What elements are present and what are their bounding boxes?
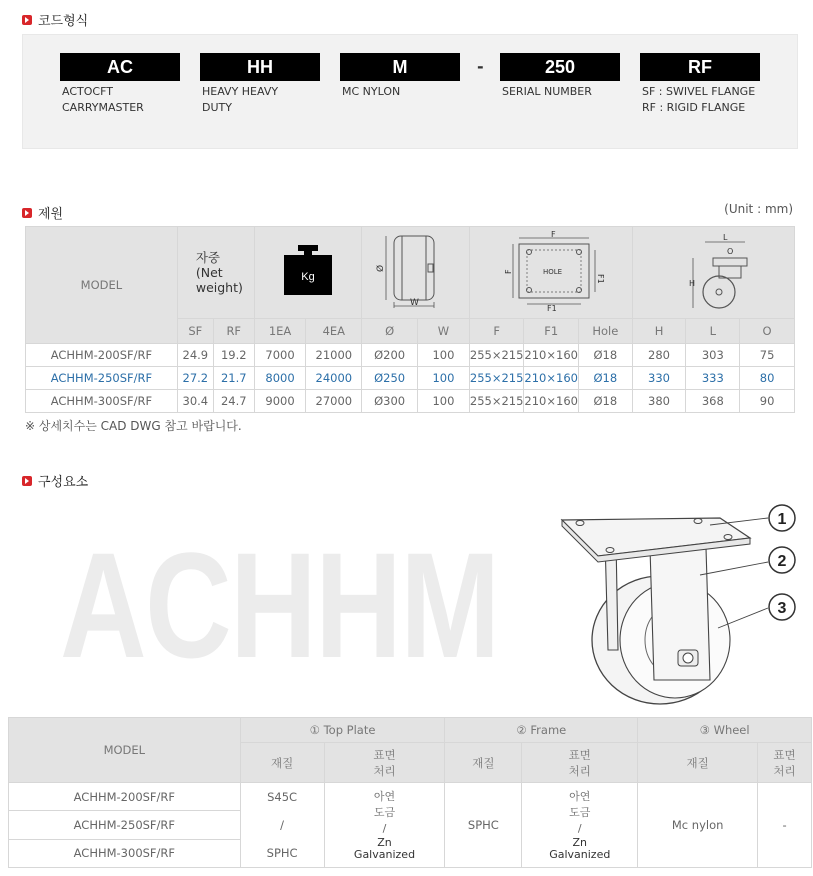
cell: 380 bbox=[632, 390, 686, 413]
subheader-cell: L bbox=[686, 319, 740, 344]
subheader-cell: SF bbox=[177, 319, 213, 344]
diag-f1-label: F1 bbox=[546, 304, 557, 313]
code-title-text: 코드형식 bbox=[38, 14, 89, 29]
material-line: / bbox=[280, 818, 285, 832]
spec-title-text: 제원 bbox=[38, 207, 64, 222]
diag-w-label: W bbox=[409, 298, 419, 308]
code-desc-line: CARRYMASTER bbox=[62, 101, 144, 114]
code-label: 250 bbox=[500, 53, 620, 81]
cell: 100 bbox=[418, 344, 470, 367]
weight-header bbox=[177, 227, 254, 319]
wheel-diagram-icon bbox=[376, 230, 456, 312]
surface-line: / bbox=[577, 822, 582, 835]
cell: 100 bbox=[418, 367, 470, 390]
cell: 303 bbox=[686, 344, 740, 367]
frame-surface bbox=[522, 783, 638, 868]
cell: Ø200 bbox=[362, 344, 418, 367]
diag-l-label: L bbox=[723, 233, 728, 242]
surface-header-line: 처리 bbox=[568, 763, 591, 778]
code-dash: - bbox=[477, 57, 484, 76]
surface-line: 아연 bbox=[373, 790, 396, 803]
side-diagram-cell bbox=[632, 227, 794, 319]
surface-header bbox=[324, 743, 445, 783]
section-title-parts bbox=[22, 471, 88, 490]
code-desc bbox=[640, 84, 760, 116]
cell: 24000 bbox=[306, 367, 362, 390]
surface-header-line: 표면 bbox=[773, 747, 796, 762]
code-desc-line: SERIAL NUMBER bbox=[502, 85, 592, 98]
subheader-cell: RF bbox=[213, 319, 254, 344]
side-diagram-icon bbox=[663, 230, 763, 312]
cell: 24.9 bbox=[177, 344, 213, 367]
top-plate-surface bbox=[324, 783, 445, 868]
code-item-m bbox=[340, 53, 460, 100]
cell: 21000 bbox=[306, 344, 362, 367]
code-desc-line: SF : SWIVEL FLANGE bbox=[642, 85, 756, 98]
cell: 90 bbox=[740, 390, 795, 413]
cell: 27000 bbox=[306, 390, 362, 413]
cell: 7000 bbox=[254, 344, 306, 367]
cell: 333 bbox=[686, 367, 740, 390]
surface-line: 도금 bbox=[569, 806, 591, 819]
surface-header-line: 표면 bbox=[568, 747, 591, 762]
material-line: SPHC bbox=[266, 846, 298, 860]
bullet-icon bbox=[22, 208, 32, 218]
parts-table bbox=[8, 717, 812, 868]
subheader-cell: F bbox=[469, 319, 524, 344]
cell: Ø18 bbox=[578, 367, 632, 390]
weight-icon bbox=[278, 243, 338, 299]
cell: Ø250 bbox=[362, 367, 418, 390]
code-desc-line: HEAVY HEAVY bbox=[202, 85, 279, 98]
table-row bbox=[26, 390, 795, 413]
callout-1-label: 1 bbox=[777, 511, 787, 528]
subheader-cell: Hole bbox=[578, 319, 632, 344]
material-header: 재질 bbox=[240, 743, 324, 783]
code-desc-line: MC NYLON bbox=[342, 85, 401, 98]
code-desc bbox=[200, 84, 320, 116]
code-label: M bbox=[340, 53, 460, 81]
frame-material: SPHC bbox=[445, 783, 522, 868]
diag-hole-label: HOLE bbox=[542, 268, 562, 276]
table-row-highlight bbox=[26, 367, 795, 390]
surface-line: Galvanized bbox=[549, 848, 611, 861]
cell: 255×215 bbox=[469, 344, 524, 367]
group-frame: ② Frame bbox=[445, 718, 638, 743]
bullet-icon bbox=[22, 476, 32, 486]
surface-header bbox=[758, 743, 812, 783]
code-item-250 bbox=[500, 53, 620, 100]
model-header: MODEL bbox=[26, 227, 178, 344]
cell: Ø18 bbox=[578, 344, 632, 367]
subheader-cell: H bbox=[632, 319, 686, 344]
diag-f-side-label: F bbox=[503, 269, 513, 274]
cell: Ø300 bbox=[362, 390, 418, 413]
model-cell: ACHHM-300SF/RF bbox=[9, 839, 241, 867]
code-desc bbox=[60, 84, 180, 116]
diag-f-label: F bbox=[550, 230, 556, 239]
table-row bbox=[26, 344, 795, 367]
spec-note: ※ 상세치수는 CAD DWG 참고 바랍니다. bbox=[25, 419, 242, 433]
subheader-cell: F1 bbox=[524, 319, 579, 344]
callout-2-label: 2 bbox=[777, 553, 787, 570]
cell: Ø18 bbox=[578, 390, 632, 413]
cell: 255×215 bbox=[469, 367, 524, 390]
weight-header-line: 자중 bbox=[195, 250, 220, 265]
cell: ACHHM-250SF/RF bbox=[26, 367, 178, 390]
cell: 80 bbox=[740, 367, 795, 390]
section-title-code bbox=[22, 10, 88, 29]
cell: 21.7 bbox=[213, 367, 254, 390]
diag-dia-label: Ø bbox=[375, 264, 386, 272]
code-desc-line: ACTOCFT bbox=[62, 85, 113, 98]
diag-f1-side-label: F1 bbox=[595, 274, 605, 284]
surface-header-line: 처리 bbox=[373, 763, 396, 778]
subheader-cell: Ø bbox=[362, 319, 418, 344]
code-item-ac bbox=[60, 53, 180, 116]
cell: ACHHM-300SF/RF bbox=[26, 390, 178, 413]
wheel-surface: - bbox=[758, 783, 812, 868]
parts-title-text: 구성요소 bbox=[38, 475, 89, 490]
surface-line: Galvanized bbox=[353, 848, 416, 861]
material-header: 재질 bbox=[445, 743, 522, 783]
wheel-material: Mc nylon bbox=[638, 783, 758, 868]
weight-icon-label: Kg bbox=[301, 271, 315, 283]
surface-line: Zn bbox=[572, 836, 588, 849]
cell: ACHHM-200SF/RF bbox=[26, 344, 178, 367]
model-cell: ACHHM-200SF/RF bbox=[9, 783, 241, 811]
cell: 210×160 bbox=[524, 390, 579, 413]
surface-line: / bbox=[382, 822, 387, 835]
subheader-cell: 4EA bbox=[306, 319, 362, 344]
code-item-hh bbox=[200, 53, 320, 116]
code-label: AC bbox=[60, 53, 180, 81]
code-desc-line: RF : RIGID FLANGE bbox=[642, 101, 746, 114]
diag-h-label: H bbox=[689, 279, 696, 288]
material-header: 재질 bbox=[638, 743, 758, 783]
model-cell: ACHHM-250SF/RF bbox=[9, 811, 241, 839]
code-format-box bbox=[22, 34, 798, 149]
diag-o-label: O bbox=[727, 247, 734, 256]
cell: 24.7 bbox=[213, 390, 254, 413]
subheader-cell: O bbox=[740, 319, 795, 344]
unit-label: (Unit : mm) bbox=[724, 202, 793, 216]
surface-line: 도금 bbox=[373, 806, 396, 819]
code-desc bbox=[340, 84, 460, 100]
surface-header-line: 처리 bbox=[773, 763, 796, 778]
surface-line: 아연 bbox=[569, 790, 591, 803]
code-item-rf bbox=[640, 53, 760, 116]
surface-header bbox=[522, 743, 638, 783]
cell: 19.2 bbox=[213, 344, 254, 367]
cell: 75 bbox=[740, 344, 795, 367]
watermark-text: ACHHM bbox=[60, 521, 499, 689]
cell: 27.2 bbox=[177, 367, 213, 390]
subheader-cell: W bbox=[418, 319, 470, 344]
subheader-cell: 1EA bbox=[254, 319, 306, 344]
plate-diagram-cell bbox=[469, 227, 632, 319]
wheel-diagram-cell bbox=[362, 227, 470, 319]
code-label: HH bbox=[200, 53, 320, 81]
top-plate-material bbox=[240, 783, 324, 868]
parts-model-header: MODEL bbox=[9, 718, 241, 783]
material-line: S45C bbox=[267, 790, 298, 804]
cell: 368 bbox=[686, 390, 740, 413]
cell: 210×160 bbox=[524, 344, 579, 367]
cell: 255×215 bbox=[469, 390, 524, 413]
surface-header-line: 표면 bbox=[373, 747, 396, 762]
cell: 30.4 bbox=[177, 390, 213, 413]
spec-table bbox=[25, 226, 795, 413]
code-label: RF bbox=[640, 53, 760, 81]
section-title-spec bbox=[22, 203, 63, 222]
cell: 330 bbox=[632, 367, 686, 390]
code-desc-line: DUTY bbox=[202, 101, 232, 114]
weight-header-line: (Net bbox=[195, 265, 223, 280]
callout-3-label: 3 bbox=[777, 600, 787, 617]
weight-icon-cell bbox=[254, 227, 362, 319]
cell: 100 bbox=[418, 390, 470, 413]
surface-line: Zn bbox=[377, 836, 392, 849]
bullet-icon bbox=[22, 15, 32, 25]
cell: 9000 bbox=[254, 390, 306, 413]
group-wheel: ③ Wheel bbox=[638, 718, 812, 743]
cell: 210×160 bbox=[524, 367, 579, 390]
caster-illustration bbox=[550, 500, 810, 710]
cell: 8000 bbox=[254, 367, 306, 390]
code-desc bbox=[500, 84, 620, 100]
plate-diagram-icon bbox=[501, 230, 605, 313]
weight-header-line: weight) bbox=[195, 280, 243, 295]
cell: 280 bbox=[632, 344, 686, 367]
group-top-plate: ① Top Plate bbox=[240, 718, 445, 743]
